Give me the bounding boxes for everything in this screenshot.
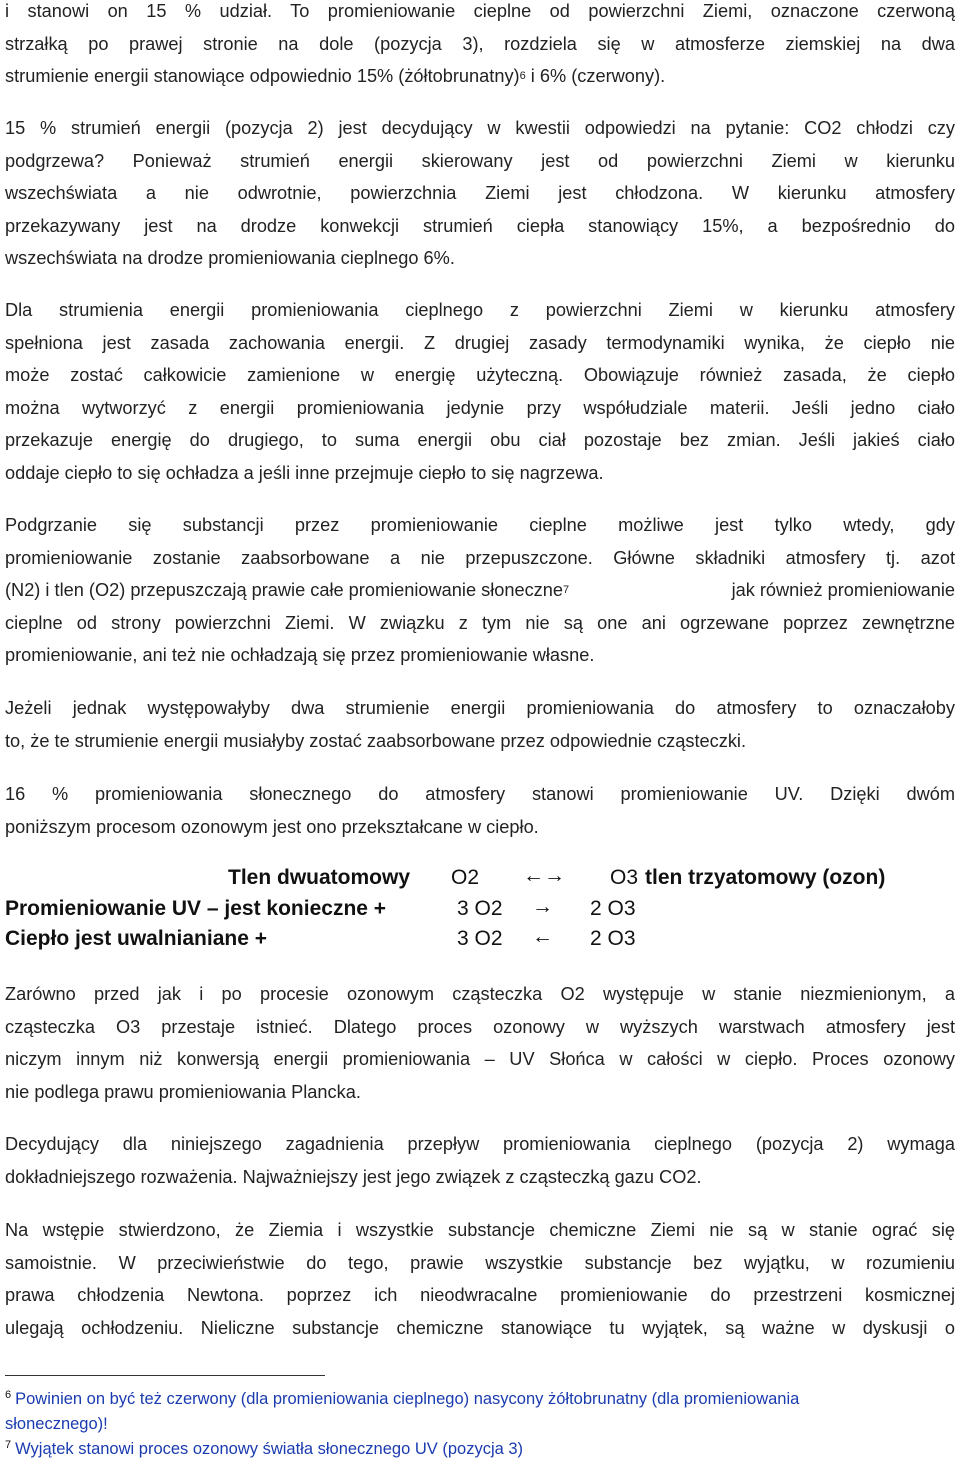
text-line xyxy=(5,60,955,93)
footnote-ref[interactable]: 7 xyxy=(563,584,570,597)
text-line: przekazuje energię do drugiego, to suma energii obu ciał pozostaje bez zmian. Jeśli jakieś ciało xyxy=(5,430,955,451)
text-line: cząsteczka O3 przestaje istnieć. Dlatego proces ozonowy w wyższych warstwach atmosfery jest xyxy=(5,1016,955,1037)
reversible-arrow-icon: ←→ xyxy=(523,864,565,887)
text-line: Decydujący dla niniejszego zagadnienia przepływ promieniowania cieplnego (pozycja 2) wymaga xyxy=(5,1134,955,1154)
text-segment: jak również promieniowanie xyxy=(731,580,955,601)
footnote-ref[interactable]: 6 xyxy=(519,70,526,83)
text-line: spełniona jest zasada zachowania energii. Z drugiej zasady termodynamiki wynika, że ciepło nie xyxy=(5,332,955,353)
reaction-row-3-reactant: 3 O2 xyxy=(457,927,503,950)
paragraph-8 xyxy=(5,1128,955,1193)
reaction-row-1-reactant: O2 xyxy=(451,866,480,889)
text-line: nie podlega prawu promieniowania Plancka. xyxy=(5,1081,361,1102)
reaction-row-1-product: O3 xyxy=(610,866,639,889)
reaction-row-2-label: Promieniowanie UV – jest konieczne + xyxy=(5,897,387,920)
text-line: Na wstępie stwierdzono, że Ziemia i wszystkie substancje chemiczne Ziemi nie są w stanie ograć się xyxy=(5,1220,955,1240)
left-arrow-icon: ← xyxy=(532,925,553,948)
text-line: strzałką po prawej stronie na dole (pozycja 3), rozdziela się w atmosferze ziemskiej na dwa xyxy=(5,33,955,54)
paragraph-9 xyxy=(5,1214,955,1344)
paragraph-4 xyxy=(5,509,955,672)
text-line: Jeżeli jednak występowałyby dwa strumienie energii promieniowania do atmosfery to oznaczałoby xyxy=(5,698,955,718)
reaction-label: Tlen dwuatomowy xyxy=(228,866,411,889)
reaction-row-3-product: 2 O3 xyxy=(590,927,636,950)
reaction-row-3-label: Ciepło jest uwalnianiane + xyxy=(5,927,267,950)
footnote-text[interactable]: Powinien on być też czerwony (dla promieniowania cieplnego) nasycony żółtobrunatny (dla promieniowania xyxy=(15,1390,800,1408)
text-line: wszechświata a nie odwrotnie, powierzchnia Ziemi jest chłodzona. W kierunku atmosfery xyxy=(5,183,955,204)
reaction-row-1 xyxy=(228,866,410,890)
footnote-number: 7 xyxy=(5,1439,12,1451)
text-line: prawa chłodzenia Newtona. poprzez ich nieodwracalne promieniowanie do przestrzeni kosmicznej xyxy=(5,1285,955,1306)
text-line: oddaje ciepło to się ochładza a jeśli inne przejmuje ciepło to się nagrzewa. xyxy=(5,462,604,483)
footnote-text-continued[interactable]: słonecznego)! xyxy=(5,1415,108,1433)
text-line: Zarówno przed jak i po procesie ozonowym cząsteczka O2 występuje w stanie niezmienionym, a xyxy=(5,984,955,1004)
text-line: ulegają ochłodzeniu. Nieliczne substancje chemiczne stanowiące tu wyjątek, są ważne w dyskusji o xyxy=(5,1317,955,1338)
right-arrow-icon: → xyxy=(532,895,553,918)
text-line: i stanowi on 15 % udział. To promieniowanie cieplne od powierzchni Ziemi, oznaczone czerwoną xyxy=(5,1,955,21)
text-line: można wytworzyć z energii promieniowania jedynie przy współudziale materii. Jeśli jedno ciało xyxy=(5,397,955,418)
paragraph-6 xyxy=(5,778,955,843)
text-line: może zostać całkowicie zamienione w energię użyteczną. Obowiązuje również zasada, że ciepło xyxy=(5,365,955,386)
text-line: wszechświata na drodze promieniowania cieplnego 6%. xyxy=(5,248,455,269)
text-line: promieniowanie zostanie zaabsorbowane a nie przepuszczone. Główne składniki atmosfery tj. azot xyxy=(5,547,955,568)
text-line: promieniowanie, ani też nie ochładzają się przez promieniowanie własne. xyxy=(5,645,595,666)
text-segment: strumienie energii stanowiące odpowiednio 15% (żółtobrunatny) xyxy=(5,66,520,87)
text-line: przekazywany jest na drodze konwekcji strumień ciepła stanowiący 15%, a bezpośrednio do xyxy=(5,215,955,236)
paragraph-5 xyxy=(5,692,955,757)
footnote-number: 6 xyxy=(5,1389,12,1401)
text-line: Dla strumienia energii promieniowania cieplnego z powierzchni Ziemi w kierunku atmosfery xyxy=(5,300,955,320)
paragraph-2 xyxy=(5,112,955,275)
text-line: Podgrzanie się substancji przez promieniowanie cieplne możliwe jest tylko wtedy, gdy xyxy=(5,515,955,535)
paragraph-1 xyxy=(5,0,955,93)
text-segment: i 6% (czerwony). xyxy=(530,66,666,87)
footnote-divider xyxy=(5,1375,325,1376)
text-line: samoistnie. W przeciwieństwie do tego, prawie wszystkie substancje bez wyjątku, w rozumieniu xyxy=(5,1252,955,1273)
text-line: cieplne od strony powierzchni Ziemi. W związku z tym nie są one ani ogrzewane poprzez zewnętrzne xyxy=(5,612,955,633)
footnote-text[interactable]: Wyjątek stanowi proces ozonowy światła słonecznego UV (pozycja 3) xyxy=(15,1440,524,1458)
reaction-row-2-product: 2 O3 xyxy=(590,897,636,920)
text-line: podgrzewa? Ponieważ strumień energii skierowany jest od powierzchni Ziemi w kierunku xyxy=(5,150,955,171)
text-line: dokładniejszego rozważenia. Najważniejszy jest jego związek z cząsteczką gazu CO2. xyxy=(5,1166,702,1187)
paragraph-7 xyxy=(5,978,955,1108)
text-line: poniższym procesom ozonowym jest ono przekształcane w ciepło. xyxy=(5,816,539,837)
text-segment: (N2) i tlen (O2) przepuszczają prawie całe promieniowanie słoneczne$^7$ xyxy=(5,580,570,601)
text-line: 16 % promieniowania słonecznego do atmosfery stanowi promieniowanie UV. Dzięki dwóm xyxy=(5,784,955,804)
reaction-row-1-result: tlen trzyatomowy (ozon) xyxy=(645,866,886,889)
footnote-7 xyxy=(5,1438,960,1463)
footnote-6 xyxy=(5,1388,960,1436)
reaction-row-2-reactant: 3 O2 xyxy=(457,897,503,920)
text-line: niczym innym niż konwersją energii promieniowania – UV Słońca w całości w ciepło. Proces ozonowy xyxy=(5,1049,955,1070)
text-line xyxy=(5,574,955,607)
text-line: 15 % strumień energii (pozycja 2) jest decydujący w kwestii odpowiedzi na pytanie: CO2 chłodzi czy xyxy=(5,118,955,138)
text-line: to, że te strumienie energii musiałyby zostać zaabsorbowane przez odpowiednie cząsteczki. xyxy=(5,730,747,751)
paragraph-3 xyxy=(5,294,955,490)
